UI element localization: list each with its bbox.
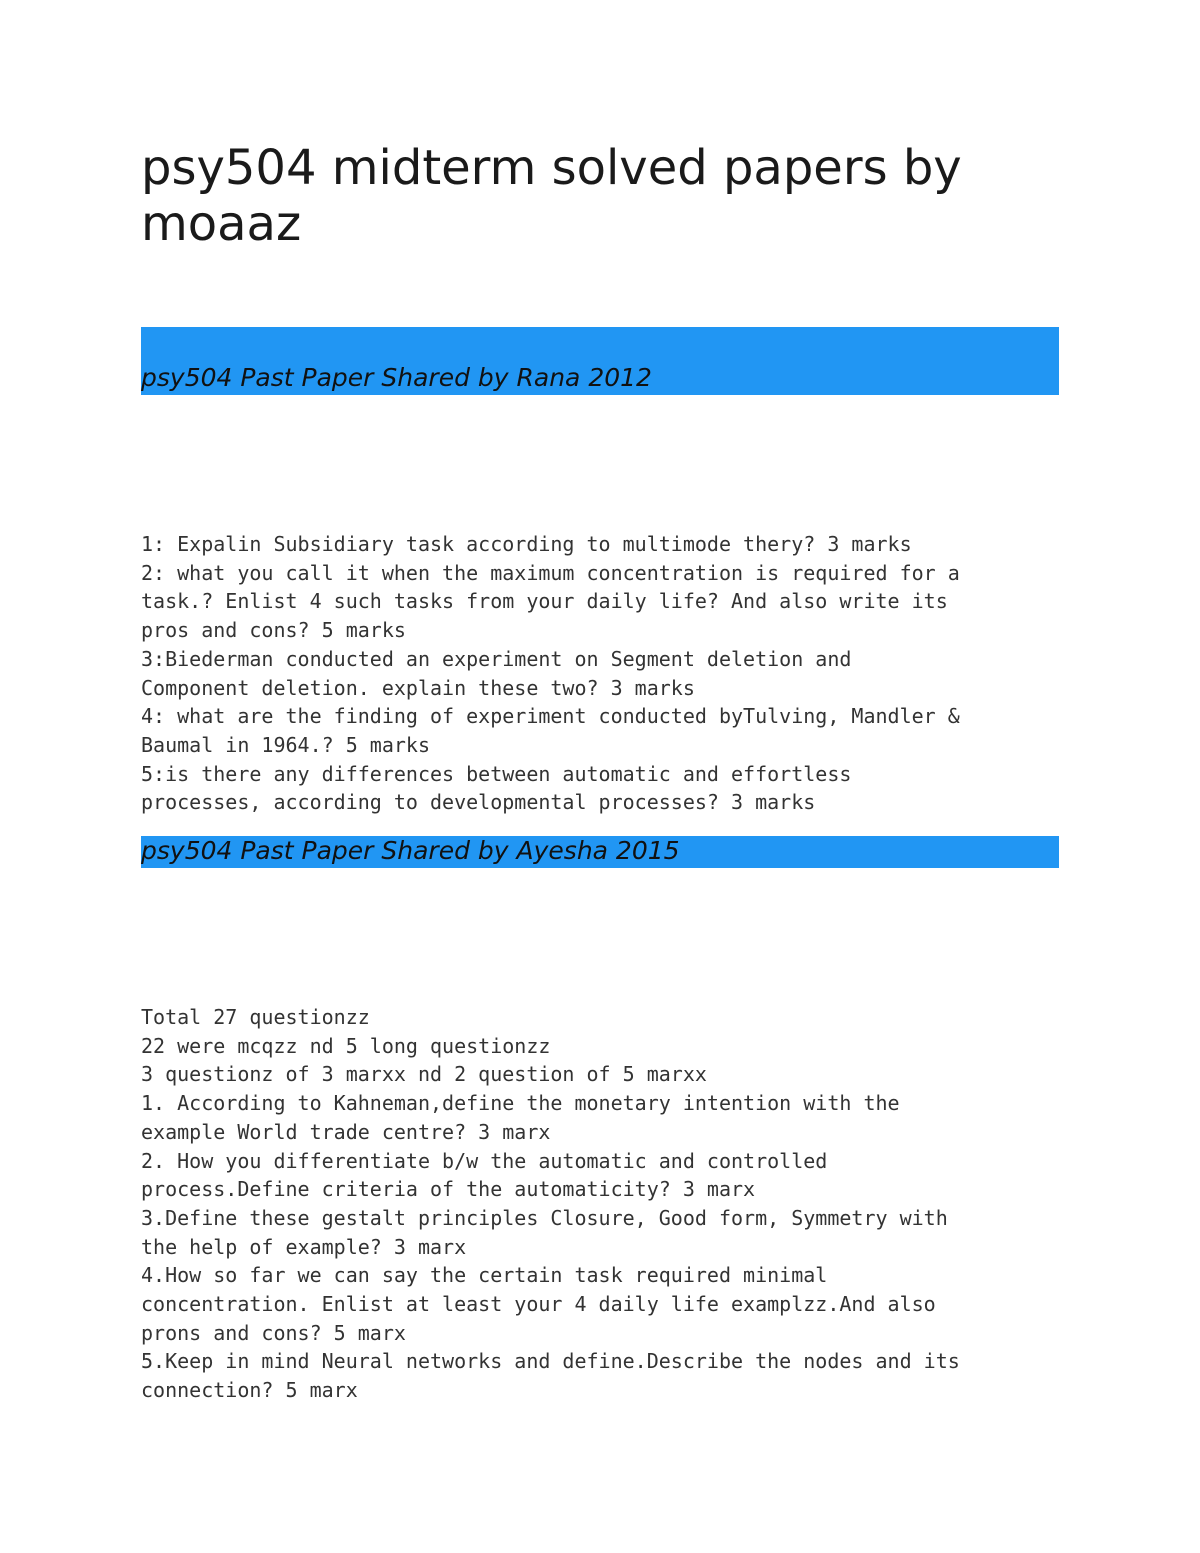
question-line: 3.Define these gestalt principles Closure, Good form, Symmetry with	[141, 1205, 948, 1230]
question-list-rana-2012	[141, 530, 1071, 817]
question-line: connection? 5 marx	[141, 1378, 358, 1403]
section-heading: psy504 Past Paper Shared by Rana 2012	[141, 363, 652, 392]
section-banner-rana-2012	[141, 327, 1059, 395]
question-line: pros and cons? 5 marks	[141, 618, 406, 643]
section-banner-ayesha-2015	[141, 836, 1059, 868]
question-line: 1: Expalin Subsidiary task according to multimode thery? 3 marks	[141, 532, 912, 556]
question-line: the help of example? 3 marx	[141, 1234, 467, 1259]
question-line: concentration. Enlist at least your 4 daily life examplzz.And also	[141, 1292, 936, 1317]
question-list-ayesha-2015	[141, 1003, 1071, 1405]
question-line: Baumal in 1964.? 5 marks	[141, 732, 430, 757]
question-line: Total 27 questionzz	[141, 1005, 370, 1029]
page-title: psy504 midterm solved papers by moaaz	[141, 140, 962, 252]
question-line: prons and cons? 5 marx	[141, 1320, 406, 1345]
question-line: 2. How you differentiate b/w the automatic and controlled	[141, 1148, 828, 1173]
question-line: processes, according to developmental processes? 3 marks	[141, 790, 816, 815]
question-line: 22 were mcqzz nd 5 long questionzz	[141, 1033, 551, 1058]
question-line: 3 questionz of 3 marxx nd 2 question of 5 marxx	[141, 1062, 707, 1087]
question-line: Component deletion. explain these two? 3 marks	[141, 675, 695, 700]
question-line: 3:Biederman conducted an experiment on Segment deletion and	[141, 646, 852, 671]
question-line: 2: what you call it when the maximum concentration is required for a	[141, 560, 960, 585]
question-line: task.? Enlist 4 such tasks from your daily life? And also write its	[141, 589, 948, 614]
question-line: 4: what are the finding of experiment conducted byTulving, Mandler &	[141, 704, 960, 729]
question-line: 5.Keep in mind Neural networks and define.Describe the nodes and its	[141, 1349, 960, 1374]
question-line: 4.How so far we can say the certain task required minimal	[141, 1263, 828, 1288]
question-line: process.Define criteria of the automaticity? 3 marx	[141, 1177, 756, 1202]
question-line: example World trade centre? 3 marx	[141, 1119, 551, 1144]
section-heading: psy504 Past Paper Shared by Ayesha 2015	[141, 836, 680, 865]
question-line: 1. According to Kahneman,define the monetary intention with the	[141, 1091, 900, 1116]
question-line: 5:is there any differences between automatic and effortless	[141, 761, 852, 786]
